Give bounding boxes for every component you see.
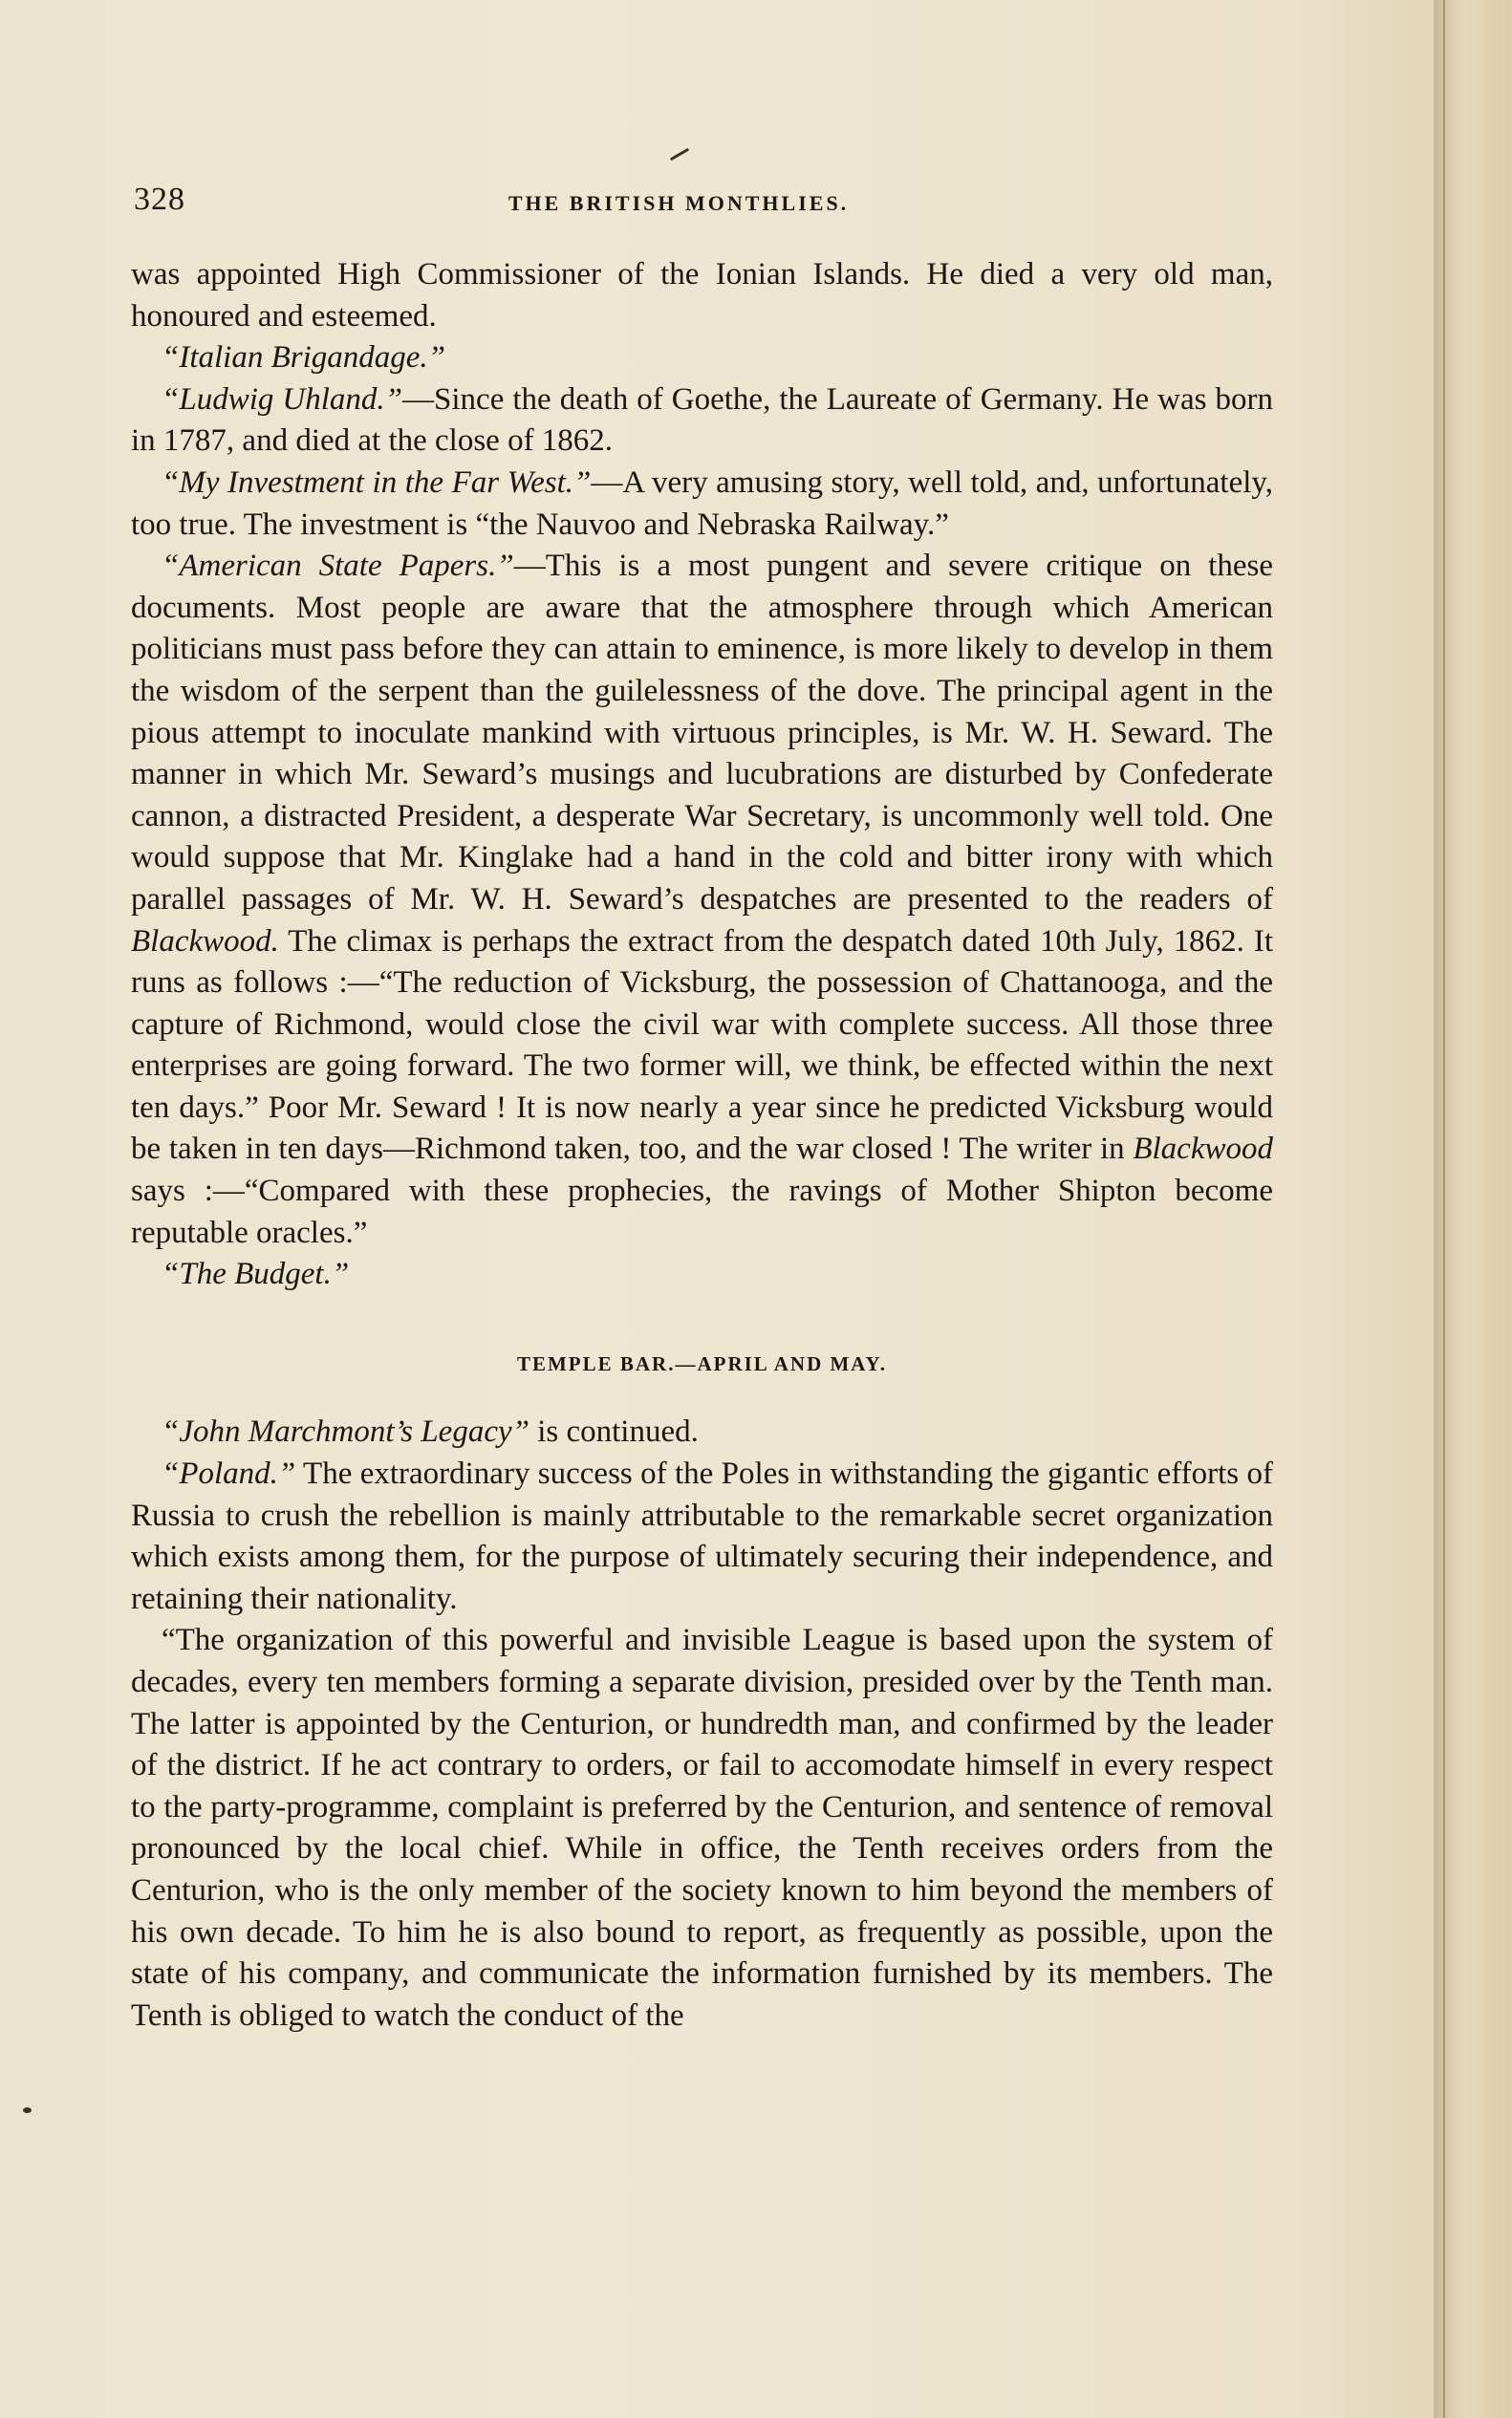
paragraph-text: is continued. bbox=[529, 1414, 699, 1450]
paragraph-far-west bbox=[131, 463, 1273, 546]
article-title: “My Investment in the Far West.” bbox=[162, 464, 592, 500]
paragraph-american-state-papers bbox=[131, 546, 1273, 1254]
paragraph-budget bbox=[131, 1254, 1273, 1296]
paragraph-text: —Since the death of Goethe, the Laureate of Germany. He was born in 1787, and died at the close of 1862. bbox=[131, 381, 1273, 459]
article-title: “John Marchmont’s Legacy” bbox=[162, 1414, 529, 1450]
paragraph-ludwig-uhland bbox=[131, 379, 1273, 463]
article-title: “Ludwig Uhland.” bbox=[162, 381, 403, 417]
running-head bbox=[134, 182, 1271, 227]
paragraph-text: The extraordinary success of the Poles in withstanding the gigantic efforts of Russia to crush the rebellion is mainly attributable to the remarkable secret organization which exists among them, for the purpose of ultimately securing their independence, and retaining their nationality. bbox=[131, 1457, 1273, 1616]
running-title: THE BRITISH MONTHLIES. bbox=[508, 191, 850, 215]
page-edge bbox=[1434, 0, 1512, 2418]
paragraph-ionian: was appointed High Commissioner of the Ionian Islands. He died a very old man, honoured and esteemed. bbox=[131, 257, 1273, 334]
article-title: “Italian Brigandage.” bbox=[162, 340, 446, 376]
page-number: 328 bbox=[134, 182, 185, 217]
paragraph-text: —A very amusing story, well told, and, unfortunately, too true. The investment is “the Nauvoo and Nebraska Railway.” bbox=[131, 464, 1274, 542]
paragraph-text: says :—“Compared with these prophecies, the ravings of Mother Shipton become reputable oracles.” bbox=[131, 1174, 1273, 1250]
article-title: “American State Papers.” bbox=[162, 549, 514, 584]
paragraph-italian-brigandage bbox=[131, 337, 1273, 379]
periodical-title: Blackwood bbox=[1133, 1132, 1273, 1167]
paragraph-text: —This is a most pungent and severe critique on these documents. Most people are aware that the atmosphere through which American politicians must pass before they can attain to eminence, is more likely to develop in them the wisdom of the serpent than the guilelessness of the dove. The principal agent in the pious attempt to inoculate mankind with virtuous principles, is Mr. W. H. Seward. The manner in which Mr. Seward’s musings and lucubrations are disturbed by Confederate cannon, a distracted President, a desperate War Secretary, is uncommonly well told. One would suppose that Mr. Kinglake had a hand in the cold and bitter irony with which parallel passages of Mr. W. H. Seward’s despatches are presented to the readers of bbox=[131, 549, 1273, 917]
ink-speck bbox=[670, 148, 690, 162]
paragraph-organization: “The organization of this powerful and invisible League is based upon the system of decades, every ten members forming a separate division, presided over by the Tenth man. The latter is appointed by the Centurion, or hundredth man, and confirmed by the leader of the district. If he act contrary to orders, or fail to accomodate himself in every respect to the party-programme, complaint is preferred by the Centurion, and sentence of removal pronounced by the local chief. While in office, the Tenth receives orders from the Centurion, who is the only member of the society known to him beyond the members of his own decade. To him he is also bound to report, as frequently as possible, upon the state of his company, and communicate the information furnished by its members. The Tenth is obliged to watch the conduct of the bbox=[131, 1623, 1273, 2033]
article-title: “The Budget.” bbox=[162, 1257, 350, 1292]
ink-speck bbox=[23, 2107, 32, 2113]
body-text bbox=[131, 254, 1273, 2037]
article-title: “Poland.” bbox=[162, 1457, 296, 1492]
section-heading: TEMPLE BAR.—APRIL AND MAY. bbox=[516, 1351, 888, 1375]
periodical-title: Blackwood. bbox=[131, 923, 279, 959]
paragraph-marchmont bbox=[131, 1412, 1273, 1454]
paragraph-poland bbox=[131, 1454, 1273, 1620]
paragraph-text: The climax is perhaps the extract from the despatch dated 10th July, 1862. It runs as follows :—“The reduction of Vicksburg, the possession of Chattanooga, and the capture of Richmond, would close the civil war with complete success. All those three enterprises are going forward. The two former will, we think, be effected within the next ten days.” Poor Mr. Seward ! It is now nearly a year since he predicted Vicksburg would be taken in ten days—Richmond taken, too, and the war closed ! The writer in bbox=[131, 923, 1273, 1167]
